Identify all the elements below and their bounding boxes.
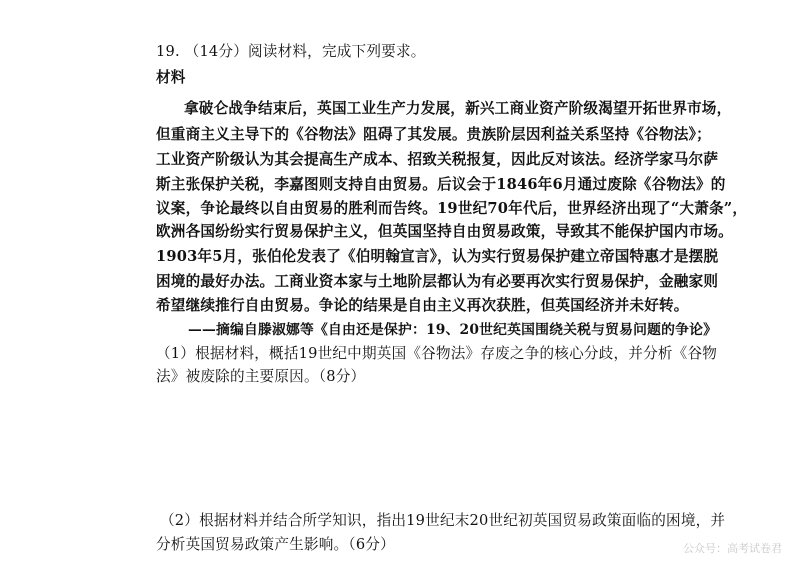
material-line: 希望继续推行自由贸易。争论的结果是自由主义再次获胜，但英国经济并未好转。 [156,297,689,314]
material-line: 议案，争论最终以自由贸易的胜利而告终。19世纪70年代后，世界经济出现了“大萧条”， [156,200,748,217]
sub-question-1-line: 法》被废除的主要原因。（8分） [156,368,366,385]
material-line: 1903年5月，张伯伦发表了《伯明翰宣言》，认为实行贸易保护建立帝国特惠才是摆脱 [156,248,719,265]
material-line: 欧洲各国纷纷实行贸易保护主义，但英国坚持自由贸易政策，导致其不能保护国内市场。 [156,223,733,240]
sub-question-1-line: （1）根据材料，概括19世纪中期英国《谷物法》存废之争的核心分歧，并分析《谷物 [156,345,718,362]
material-line: 拿破仑战争结束后，英国工业生产力发展，新兴工商业资产阶级渴望开拓世界市场， [184,100,732,117]
material-label: 材料 [156,69,186,86]
material-line: 斯主张保护关税，李嘉图则支持自由贸易。后议会于1846年6月通过废除《谷物法》的 [156,176,726,193]
watermark: 公众号：高考试卷君 [683,542,782,555]
material-line: 困境的最好办法。工商业资本家与土地阶层都认为有必要再次实行贸易保护，金融家则 [156,273,719,290]
sub-question-2-line: 分析英国贸易政策产生影响。（6分） [156,536,395,553]
sub-question-2-line: （2）根据材料并结合所学知识，指出19世纪末20世纪初英国贸易政策面临的困境，并 [160,512,726,529]
material-line: 工业资产阶级认为其会提高生产成本、招致关税报复，因此反对该法。经济学家马尔萨 [156,151,719,168]
material-source: ——摘编自滕淑娜等《自由还是保护：19、20世纪英国围绕关税与贸易问题的争论》 [188,322,718,338]
material-line: 但重商主义主导下的《谷物法》阻碍了其发展。贵族阶层因利益关系坚持《谷物法》； [156,126,711,143]
question-header: 19. （14分）阅读材料，完成下列要求。 [156,43,426,60]
